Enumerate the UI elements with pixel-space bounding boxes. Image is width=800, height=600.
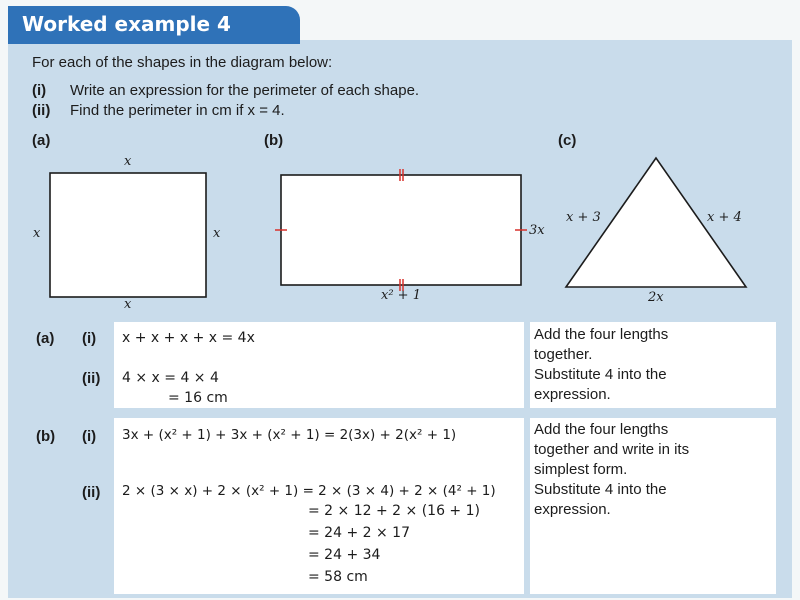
rectangle-bottom-label: x² + 1 — [381, 288, 421, 303]
solution-b-ii-line1: 2 × (3 × x) + 2 × (x² + 1) = 2 × (3 × 4) + 2 × (4² + 1) — [122, 483, 496, 499]
solution-a-note-box — [530, 322, 776, 408]
square-left-label: x — [33, 226, 41, 241]
solution-a-i-work: x + x + x + x = 4x — [122, 330, 255, 346]
triangle-right-label: x + 4 — [707, 210, 742, 225]
triangle-left-label: x + 3 — [566, 210, 601, 225]
page-title: Worked example 4 — [22, 12, 231, 36]
solution-b-i-work: 3x + (x² + 1) + 3x + (x² + 1) = 2(3x) + 2(x² + 1) — [122, 427, 457, 443]
solution-a-note-4: expression. — [534, 386, 611, 403]
solution-a-ii-line1: 4 × x = 4 × 4 — [122, 370, 219, 386]
square-shape-a — [50, 173, 206, 297]
solution-b-ii-line4: = 24 + 34 — [308, 547, 381, 563]
instruction-text: For each of the shapes in the diagram below: — [32, 54, 333, 71]
solution-b-ii-line3: = 24 + 2 × 17 — [308, 525, 410, 541]
square-right-label: x — [213, 226, 221, 241]
solution-b-i-label: (i) — [82, 428, 97, 445]
part-i-text: Write an expression for the perimeter of each shape. — [70, 82, 420, 99]
solution-b-ii-line2: = 2 × 12 + 2 × (16 + 1) — [308, 503, 480, 519]
solution-a-i-label: (i) — [82, 330, 97, 347]
solution-b-ii-label: (ii) — [82, 484, 101, 501]
square-top-label: x — [124, 154, 132, 169]
solution-b-note-3: simplest form. — [534, 461, 628, 478]
solution-a-label: (a) — [36, 330, 55, 347]
solution-a-note-2: together. — [534, 346, 593, 363]
solution-b-note-box — [530, 418, 776, 594]
solution-a-note-3: Substitute 4 into the — [534, 366, 667, 383]
rectangle-right-label: 3x — [529, 223, 545, 238]
solution-b-note-2: together and write in its — [534, 441, 690, 458]
diagram-a-label: (a) — [32, 132, 51, 149]
part-i-label: (i) — [32, 82, 47, 99]
solution-a-ii-label: (ii) — [82, 370, 101, 387]
triangle-bottom-label: 2x — [648, 290, 664, 305]
solution-b-note-5: expression. — [534, 501, 611, 518]
solution-a-work-box — [114, 322, 524, 408]
solution-b-note-4: Substitute 4 into the — [534, 481, 667, 498]
diagram-c-label: (c) — [558, 132, 577, 149]
solution-b-work-box — [114, 418, 524, 594]
rectangle-shape-b — [281, 175, 521, 285]
solution-b-ii-line5: = 58 cm — [308, 569, 368, 585]
solution-a-note-1: Add the four lengths — [534, 326, 669, 343]
square-bottom-label: x — [124, 297, 132, 312]
solution-a-ii-line2: = 16 cm — [168, 390, 228, 406]
part-ii-label: (ii) — [32, 102, 51, 119]
part-ii-text: Find the perimeter in cm if x = 4. — [70, 102, 285, 119]
diagram-b-label: (b) — [264, 132, 284, 149]
solution-b-label: (b) — [36, 428, 56, 445]
solution-b-note-1: Add the four lengths — [534, 421, 669, 438]
